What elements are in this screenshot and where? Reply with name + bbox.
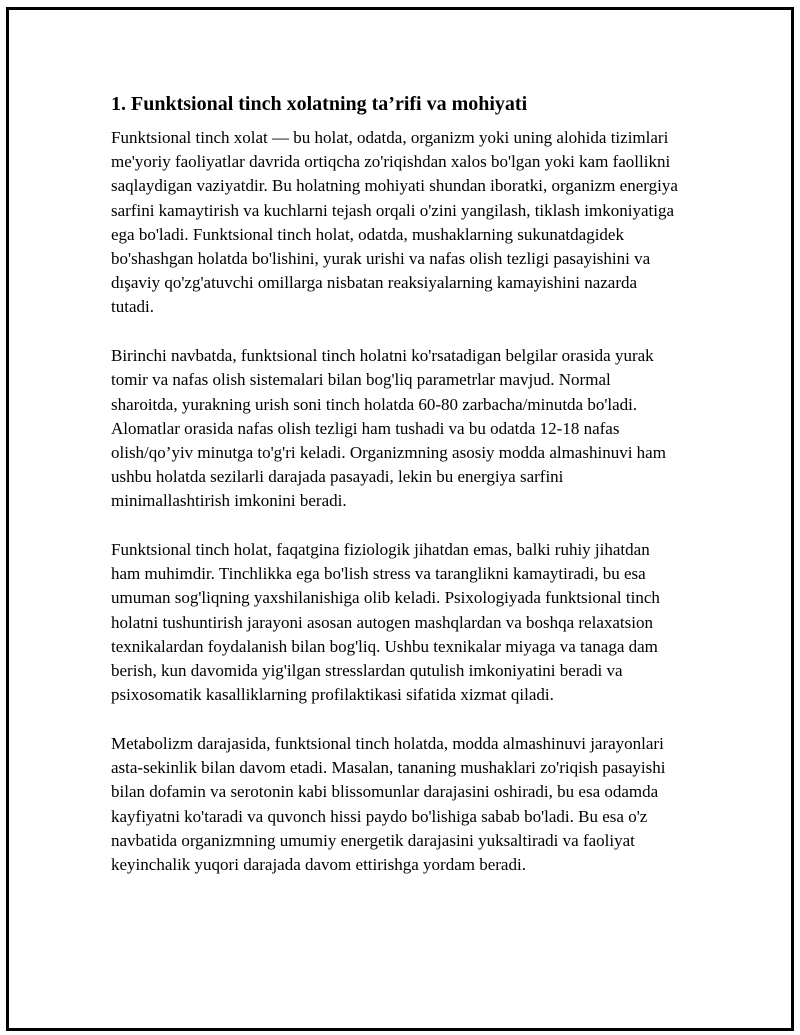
paragraph-definition: Funktsional tinch xolat — bu holat, odatda, organizm yoki uning alohida tizimlari me'yoriy faoliyatlar davrida ortiqcha zo'riqishdan xalos bo'lgan yoki kam faollikni saqlaydigan vaziyatdir. Bu holatning mohiyati shundan iboratki, organizm energiya sarfini kamaytirish va kuchlarni tejash orqali o'zini yangilash, tiklash imkoniyatiga ega bo'ladi. Funktsional tinch holat, odatda, mushaklarning sukunatdagidek bo'shashgan holatda bo'lishini, yurak urishi va nafas olish tezligi pasayishini va dışaviy qo'zg'atuvchi omillarga nisbatan reaksiyalarning kamayishini nazarda tutadi. xyxy=(111,128,678,317)
paragraph-metabolism: Metabolizm darajasida, funktsional tinch holatda, modda almashinuvi jarayonlari asta-sekinlik bilan davom etadi. Masalan, tananing mushaklari zo'riqish pasayishi bilan dofamin va serotonin kabi blissomunlar darajasini oshiradi, bu esa odamda kayfiyatni ko'taradi va quvonch hissi paydo bo'lishiga sabab bo'ladi. Bu esa o'z navbatida organizmning umumiy energetik darajasini yuksaltiradi va faoliyat keyinchalik yuqori darajada davom ettirishga yordam beradi. xyxy=(111,733,666,874)
section-heading: 1. Funktsional tinch xolatning ta’rifi va mohiyati xyxy=(111,93,528,115)
paragraph-psychological-aspect: Funktsional tinch holat, faqatgina fiziologik jihatdan emas, balki ruhiy jihatdan ham muhimdir. Tinchlikka ega bo'lish stress va taranglikni kamaytiradi, bu esa umuman sog'liqning yaxshilanishiga olib keladi. Psixologiyada funktsional tinch holatni tushuntirish jarayoni asosan autogen mashqlardan va boshqa relaxatsion texnikalardan foydalanish bilan bog'liq. Ushbu texnikalar miyaga va tanaga dam berish, kun davomida yig'ilgan stresslardan qutulish imkoniyatini beradi va psixosomatik kasalliklarning profilaktikasi sifatida xizmat qiladi. xyxy=(111,540,660,705)
paragraph-physiological-signs: Birinchi navbatda, funktsional tinch holatni ko'rsatadigan belgilar orasida yurak tomir va nafas olish sistemalari bilan bog'liq parametrlar mavjud. Normal sharoitda, yurakning urish soni tinch holatda 60-80 zarbacha/minutda bo'ladi. Alomatlar orasida nafas olish tezligi ham tushadi va bu odatda 12-18 nafas olish/qo’yiv minutga to'g'ri keladi. Organizmning asosiy modda almashinuvi ham ushbu holatda sezilarli darajada pasayadi, lekin bu energiya sarfini minimallashtirish imkonini beradi. xyxy=(111,346,666,511)
document-body xyxy=(111,90,681,902)
